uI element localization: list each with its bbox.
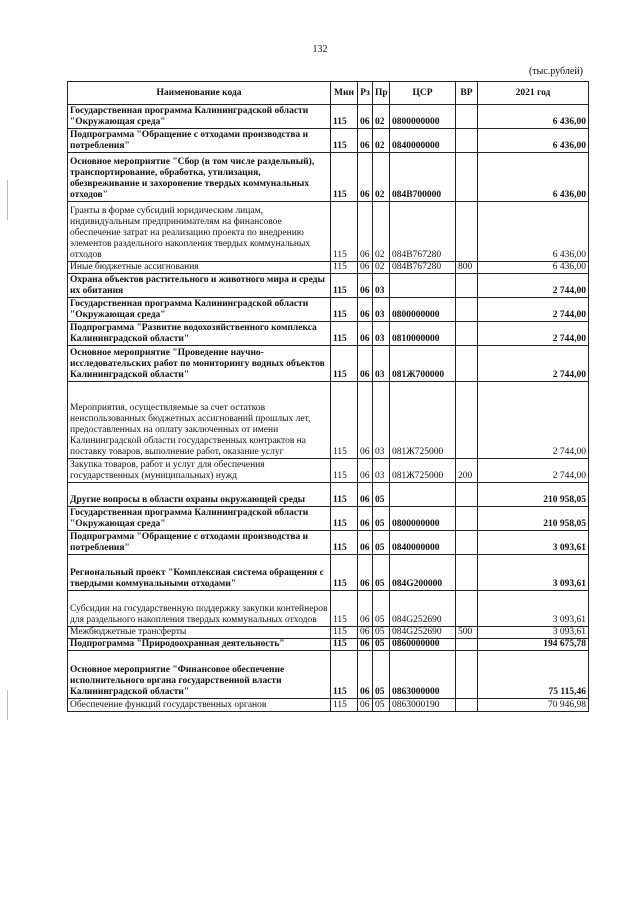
table-row — [68, 298, 589, 322]
cell-rz: 06 — [358, 459, 373, 483]
cell-name: Основное мероприятие "Финансовое обеспечение исполнительного органа государственной власти Калининградской области" — [68, 651, 331, 699]
cell-pr: 05 — [373, 483, 390, 507]
cell-pr: 03 — [373, 274, 390, 298]
cell-vr — [456, 105, 478, 129]
cell-name: Мероприятия, осуществляемые за счет остатков неиспользованных бюджетных ассигнований прошлых лет, предоставленных на оплату заключенных от имени Калининградской области государственных контрактов на поставку товаров, выполнение работ, оказание услуг — [68, 382, 331, 459]
cell-amount: 2 744,00 — [478, 274, 589, 298]
cell-min: 115 — [331, 202, 358, 262]
cell-min: 115 — [331, 153, 358, 202]
header-name: Наименование кода — [68, 82, 331, 105]
cell-pr: 05 — [373, 651, 390, 699]
cell-amount: 6 436,00 — [478, 202, 589, 262]
cell-rz: 06 — [358, 651, 373, 699]
cell-vr: 200 — [456, 459, 478, 483]
cell-rz: 06 — [358, 153, 373, 202]
cell-csr: 0810000000 — [390, 322, 456, 346]
cell-pr: 05 — [373, 591, 390, 627]
cell-rz: 06 — [358, 627, 373, 639]
table-row — [68, 346, 589, 382]
cell-csr: 0860000000 — [390, 639, 456, 651]
cell-vr — [456, 483, 478, 507]
table-row — [68, 202, 589, 262]
cell-csr — [390, 483, 456, 507]
cell-csr: 0863000000 — [390, 651, 456, 699]
cell-min: 115 — [331, 274, 358, 298]
cell-amount: 75 115,46 — [478, 651, 589, 699]
cell-rz: 06 — [358, 274, 373, 298]
cell-pr: 05 — [373, 639, 390, 651]
header-vr: ВР — [456, 82, 478, 105]
cell-rz: 06 — [358, 483, 373, 507]
cell-name: Основное мероприятие "Проведение научно-исследовательских работ по мониторингу водных объектов Калининградской области" — [68, 346, 331, 382]
cell-amount: 2 744,00 — [478, 322, 589, 346]
cell-amount: 210 958,05 — [478, 483, 589, 507]
cell-pr: 02 — [373, 153, 390, 202]
table-row — [68, 459, 589, 483]
cell-vr: 800 — [456, 262, 478, 274]
cell-pr: 05 — [373, 507, 390, 531]
cell-amount: 3 093,61 — [478, 555, 589, 591]
cell-min: 115 — [331, 262, 358, 274]
scan-edge-mark — [7, 690, 8, 720]
cell-rz: 06 — [358, 531, 373, 555]
cell-csr: 0840000000 — [390, 531, 456, 555]
cell-amount: 3 093,61 — [478, 627, 589, 639]
header-amount: 2021 год — [478, 82, 589, 105]
cell-rz: 06 — [358, 105, 373, 129]
cell-vr — [456, 153, 478, 202]
cell-amount: 3 093,61 — [478, 591, 589, 627]
cell-rz: 06 — [358, 322, 373, 346]
table-row — [68, 591, 589, 627]
cell-vr — [456, 274, 478, 298]
cell-min: 115 — [331, 298, 358, 322]
table-row — [68, 507, 589, 531]
cell-vr — [456, 555, 478, 591]
cell-csr: 084G200000 — [390, 555, 456, 591]
cell-csr: 084В700000 — [390, 153, 456, 202]
cell-name: Гранты в форме субсидий юридическим лицам, индивидуальным предпринимателям на финансовое обеспечение затрат на реализацию проекта по внедрению элементов раздельного накопления твердых коммунальных отходов — [68, 202, 331, 262]
cell-min: 115 — [331, 483, 358, 507]
cell-min: 115 — [331, 555, 358, 591]
cell-pr: 03 — [373, 346, 390, 382]
cell-vr — [456, 639, 478, 651]
cell-rz: 06 — [358, 202, 373, 262]
table-row — [68, 651, 589, 699]
cell-min: 115 — [331, 531, 358, 555]
cell-name: Субсидии на государственную поддержку закупки контейнеров для раздельного накопления твердых коммунальных отходов — [68, 591, 331, 627]
cell-csr: 0800000000 — [390, 507, 456, 531]
table-row — [68, 129, 589, 153]
cell-pr: 02 — [373, 202, 390, 262]
header-rz: Рз — [358, 82, 373, 105]
cell-rz: 06 — [358, 555, 373, 591]
cell-name: Другие вопросы в области охраны окружающей среды — [68, 483, 331, 507]
cell-rz: 06 — [358, 346, 373, 382]
cell-min: 115 — [331, 651, 358, 699]
cell-csr: 084В767280 — [390, 262, 456, 274]
cell-amount: 6 436,00 — [478, 262, 589, 274]
cell-rz: 06 — [358, 262, 373, 274]
header-pr: Пр — [373, 82, 390, 105]
cell-rz: 06 — [358, 639, 373, 651]
cell-name: Подпрограмма "Обращение с отходами производства и потребления" — [68, 129, 331, 153]
cell-csr: 084В767280 — [390, 202, 456, 262]
table-row — [68, 322, 589, 346]
header-csr: ЦСР — [390, 82, 456, 105]
cell-vr — [456, 699, 478, 712]
scan-edge-mark — [7, 180, 8, 220]
cell-pr: 03 — [373, 322, 390, 346]
cell-amount: 6 436,00 — [478, 153, 589, 202]
cell-rz: 06 — [358, 591, 373, 627]
cell-name: Подпрограмма "Природоохранная деятельность" — [68, 639, 331, 651]
cell-pr: 05 — [373, 555, 390, 591]
cell-amount: 2 744,00 — [478, 382, 589, 459]
cell-csr: 0863000190 — [390, 699, 456, 712]
cell-vr — [456, 129, 478, 153]
table-body — [68, 105, 589, 712]
cell-min: 115 — [331, 699, 358, 712]
cell-name: Иные бюджетные ассигнования — [68, 262, 331, 274]
cell-amount: 70 946,98 — [478, 699, 589, 712]
cell-rz: 06 — [358, 298, 373, 322]
cell-name: Региональный проект "Комплексная система обращения с твердыми коммунальными отходами" — [68, 555, 331, 591]
cell-pr: 02 — [373, 262, 390, 274]
table-row — [68, 262, 589, 274]
cell-min: 115 — [331, 322, 358, 346]
cell-min: 115 — [331, 129, 358, 153]
cell-csr: 081Ж725000 — [390, 382, 456, 459]
cell-rz: 06 — [358, 507, 373, 531]
cell-rz: 06 — [358, 129, 373, 153]
cell-min: 115 — [331, 459, 358, 483]
budget-table — [67, 81, 589, 712]
cell-amount: 3 093,61 — [478, 531, 589, 555]
cell-amount: 210 958,05 — [478, 507, 589, 531]
table-row — [68, 105, 589, 129]
cell-name: Межбюджетные трансферты — [68, 627, 331, 639]
table-row — [68, 699, 589, 712]
cell-pr: 03 — [373, 298, 390, 322]
cell-vr — [456, 531, 478, 555]
cell-csr: 0800000000 — [390, 105, 456, 129]
cell-pr: 02 — [373, 105, 390, 129]
page-number: 132 — [312, 44, 328, 55]
table-row — [68, 555, 589, 591]
header-min: Мин — [331, 82, 358, 105]
cell-rz: 06 — [358, 382, 373, 459]
cell-pr: 03 — [373, 459, 390, 483]
cell-name: Закупка товаров, работ и услуг для обеспечения государственных (муниципальных) нужд — [68, 459, 331, 483]
cell-name: Государственная программа Калининградской области "Окружающая среда" — [68, 507, 331, 531]
cell-rz: 06 — [358, 699, 373, 712]
cell-min: 115 — [331, 346, 358, 382]
cell-pr: 05 — [373, 627, 390, 639]
table-row — [68, 274, 589, 298]
cell-vr — [456, 382, 478, 459]
cell-vr — [456, 322, 478, 346]
units-label: (тыс.рублей) — [528, 66, 583, 77]
table-row — [68, 483, 589, 507]
cell-amount: 2 744,00 — [478, 459, 589, 483]
table-row — [68, 153, 589, 202]
cell-name: Подпрограмма "Обращение с отходами производства и потребления" — [68, 531, 331, 555]
cell-csr: 084G252690 — [390, 627, 456, 639]
cell-vr — [456, 507, 478, 531]
cell-min: 115 — [331, 591, 358, 627]
cell-amount: 194 675,78 — [478, 639, 589, 651]
cell-name: Подпрограмма "Развитие водохозяйственного комплекса Калининградской области" — [68, 322, 331, 346]
cell-name: Обеспечение функций государственных органов — [68, 699, 331, 712]
cell-amount: 2 744,00 — [478, 346, 589, 382]
cell-pr: 05 — [373, 699, 390, 712]
cell-vr — [456, 202, 478, 262]
cell-vr — [456, 298, 478, 322]
table-row — [68, 531, 589, 555]
cell-vr: 500 — [456, 627, 478, 639]
cell-name: Государственная программа Калининградской области "Окружающая среда" — [68, 298, 331, 322]
cell-amount: 2 744,00 — [478, 298, 589, 322]
cell-csr: 0800000000 — [390, 298, 456, 322]
table-header-row — [68, 82, 589, 105]
cell-name: Государственная программа Калининградской области "Окружающая среда" — [68, 105, 331, 129]
cell-min: 115 — [331, 639, 358, 651]
cell-amount: 6 436,00 — [478, 105, 589, 129]
cell-pr: 05 — [373, 531, 390, 555]
cell-csr — [390, 274, 456, 298]
cell-csr: 081Ж700000 — [390, 346, 456, 382]
cell-min: 115 — [331, 507, 358, 531]
cell-name: Основное мероприятие "Сбор (в том числе раздельный), транспортирование, обработка, утилизация, обезвреживание и захоронение твердых коммунальных отходов" — [68, 153, 331, 202]
cell-min: 115 — [331, 382, 358, 459]
cell-csr: 0840000000 — [390, 129, 456, 153]
cell-amount: 6 436,00 — [478, 129, 589, 153]
cell-csr: 084G252690 — [390, 591, 456, 627]
cell-csr: 081Ж725000 — [390, 459, 456, 483]
cell-vr — [456, 346, 478, 382]
cell-vr — [456, 591, 478, 627]
table-row — [68, 639, 589, 651]
cell-pr: 02 — [373, 129, 390, 153]
cell-min: 115 — [331, 627, 358, 639]
cell-vr — [456, 651, 478, 699]
table-row — [68, 627, 589, 639]
table-row — [68, 382, 589, 459]
cell-name: Охрана объектов растительного и животного мира и среды их обитания — [68, 274, 331, 298]
cell-min: 115 — [331, 105, 358, 129]
cell-pr: 03 — [373, 382, 390, 459]
